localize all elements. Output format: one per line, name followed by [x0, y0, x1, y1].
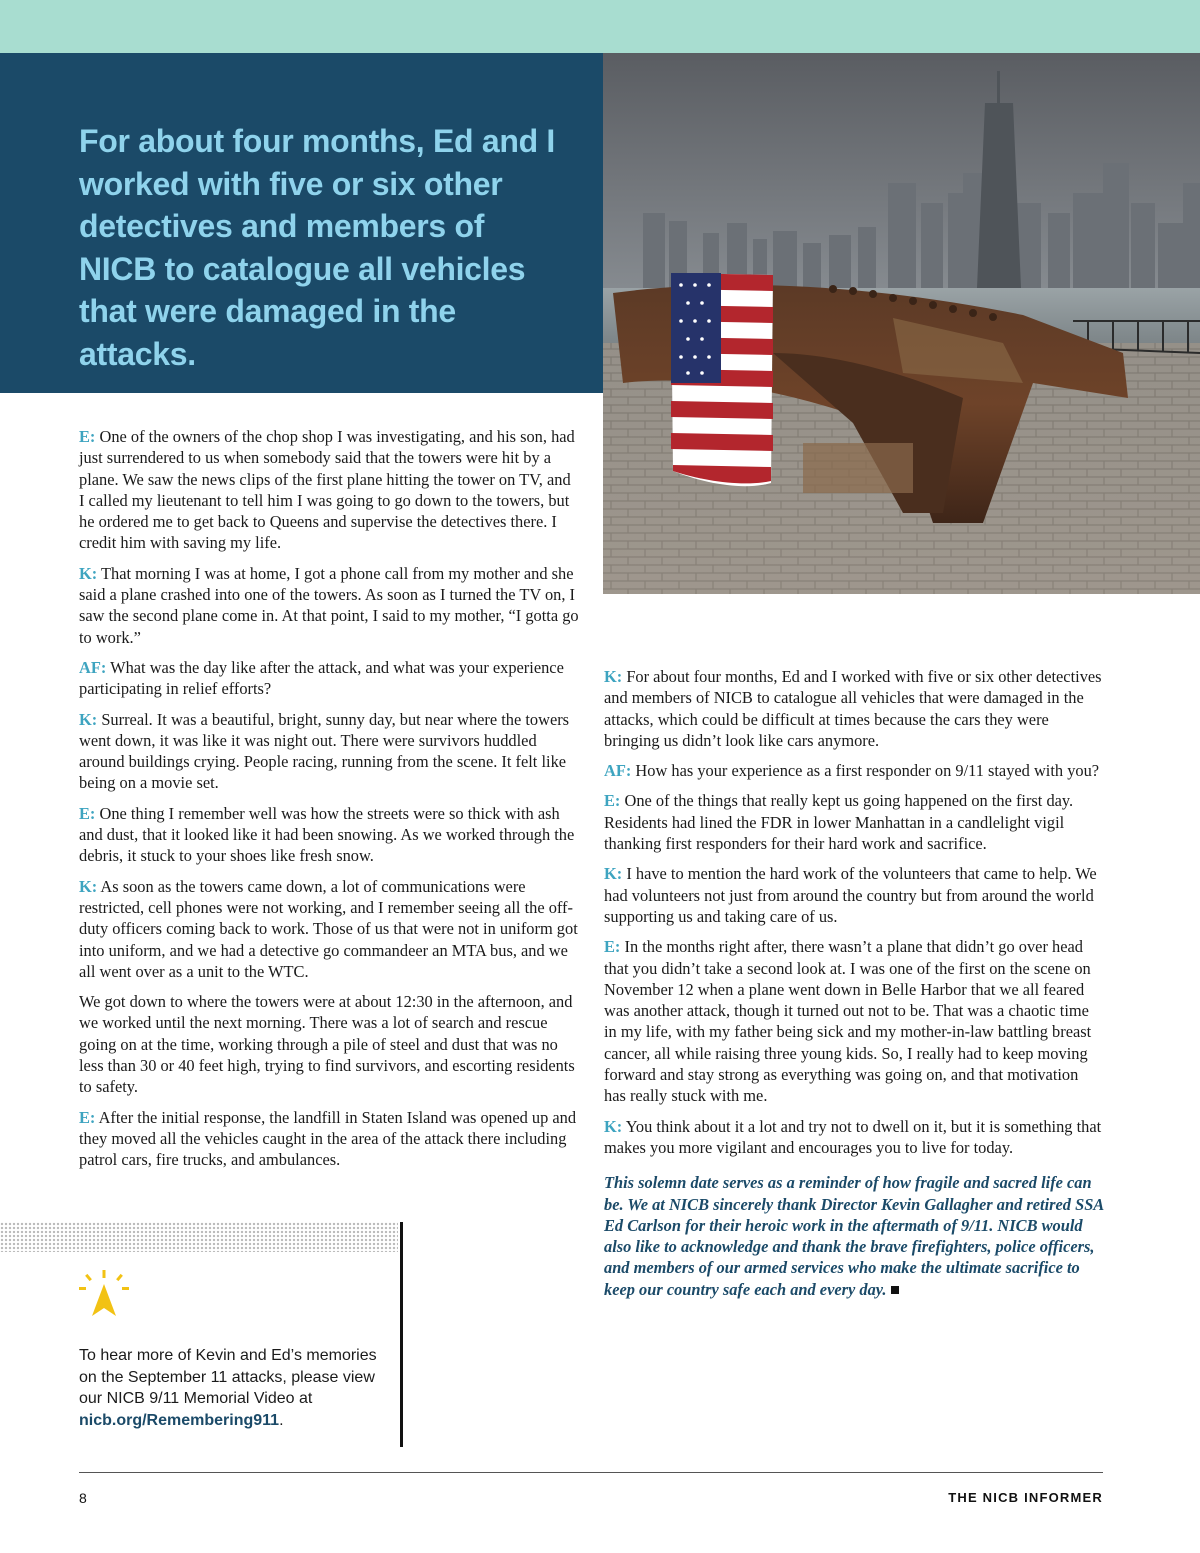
interview-paragraph: [79, 803, 579, 867]
speaker-label: K:: [79, 709, 98, 729]
video-link[interactable]: nicb.org/Remembering911: [79, 1411, 280, 1429]
interview-paragraph: [79, 991, 579, 1097]
speaker-label: K:: [604, 864, 623, 884]
speaker-label: E:: [79, 427, 96, 446]
interview-paragraph: [604, 666, 1104, 751]
memorial-photo: [603, 53, 1200, 594]
speaker-label: AF:: [79, 657, 107, 677]
speaker-label: E:: [79, 803, 96, 823]
callout-text: [79, 1345, 379, 1431]
paragraph-text: One thing I remember well was how the streets were so thick with ash and dust, that it looked like it had been snowing. As we worked through the debris, it stuck to your shoes like fresh snow.: [79, 803, 575, 866]
speaker-label: K:: [79, 563, 98, 583]
callout-suffix: .: [279, 1411, 284, 1429]
paragraph-text: What was the day like after the attack, and what was your experience participating in relief efforts?: [79, 657, 564, 699]
top-accent-bar: [0, 0, 1200, 53]
interview-paragraph: [604, 1116, 1104, 1159]
callout-body: To hear more of Kevin and Ed’s memories on the September 11 attacks, please view our NICB 9/11 Memorial Video at: [79, 1347, 377, 1407]
pull-quote-panel: [0, 53, 603, 393]
speaker-label: K:: [79, 876, 98, 896]
paragraph-text: In the months right after, there wasn’t a plane that didn’t go over head that you didn’t take a second look at. I was one of the first on the scene on November 12 when a plane went down in Belle Harbor that we all feared was another attack, though it turned out not to be. That was a chaotic time in my life, with my father being sick and my mother-in-law battling breast cancer, all while raising three young kids. So, I really had to keep moving forward and stay strong as everything was going on, and that motivation has really stuck with me.: [604, 937, 1092, 1106]
footer-rule: [79, 1472, 1103, 1473]
paragraph-text: How has your experience as a first responder on 9/11 stayed with you?: [631, 761, 1100, 781]
paragraph-text: For about four months, Ed and I worked with five or six other detectives and members of NICB to catalogue all vehicles that were damaged in the attacks, which could be difficult at times because the cars they were bringing us didn’t look like cars anymore.: [604, 667, 1102, 750]
interview-paragraph: [604, 936, 1104, 1106]
interview-paragraph: [79, 657, 579, 700]
speaker-label: E:: [604, 791, 621, 811]
interview-column-left: [79, 426, 579, 1180]
video-callout: [0, 1218, 410, 1450]
paragraph-text: You think about it a lot and try not to dwell on it, but it is something that makes you more vigilant and encourages you to live for today.: [604, 1116, 1102, 1157]
interview-paragraph: [79, 876, 579, 982]
paragraph-text: As soon as the towers came down, a lot of communications were restricted, cell phones were not working, and I remember seeing all the off-duty officers coming back to work. Those of us that were not in uniform got into uniform, and we had a detective go commandeer an MTA bus, and we all went over as a unit to the WTC.: [79, 876, 578, 981]
interview-column-right: [604, 666, 1104, 1309]
paragraph-text: That morning I was at home, I got a phone call from my mother and she said a plane crashed into one of the towers. As soon as I turned the TV on, I saw the second plane come in. At that point, I said to my mother, “I gotta go to work.”: [79, 563, 579, 647]
closing-statement: [604, 1172, 1104, 1300]
paragraph-text: We got down to where the towers were at about 12:30 in the afternoon, and we worked until the next morning. There was a lot of search and rescue going on at the time, working through a pile of steel and dust that was no less than 30 or 40 feet high, trying to find survivors, and escorting residents to safety.: [79, 992, 575, 1097]
speaker-label: K:: [604, 667, 623, 686]
paragraph-text: Surreal. It was a beautiful, bright, sunny day, but near where the towers went down, it was like it was night out. There were survivors huddled around buildings crying. People racing, running from the scene. It felt like being on a movie set.: [79, 709, 570, 793]
closing-text: This solemn date serves as a reminder of how fragile and sacred life can be. We at NICB sincerely thank Director Kevin Gallagher and retired SSA Ed Carlson for their heroic work in the aftermath of 9/11. NICB would also like to acknowledge and thank the brave firefighters, police officers, and members of our armed services who make the ultimate sacrifice to keep our country safe each and every day.: [604, 1173, 1104, 1299]
photo-wtc-steel-beam-with-american-flag: [603, 53, 1200, 594]
speaker-label: E:: [79, 1107, 96, 1127]
paragraph-text: I have to mention the hard work of the volunteers that came to help. We had volunteers not just from around the country but from around the world supporting us and taking care of us.: [604, 864, 1097, 926]
paragraph-text: After the initial response, the landfill in Staten Island was opened up and they moved all the vehicles caught in the area of the attack there including patrol cars, fire trucks, and ambulances.: [79, 1107, 577, 1170]
dot-pattern-divider: [0, 1222, 398, 1252]
spotlight-arrow-icon: [78, 1270, 130, 1322]
speaker-label: AF:: [604, 761, 632, 781]
paragraph-text: One of the things that really kept us going happened on the first day. Residents had lined the FDR in lower Manhattan in a candlelight vigil thanking first responders for their hard work and sacrifice.: [604, 791, 1074, 854]
page-number: 8: [79, 1490, 87, 1506]
end-mark-icon: [891, 1286, 899, 1294]
interview-paragraph: [79, 709, 579, 794]
callout-divider-line: [400, 1222, 403, 1447]
speaker-label: E:: [604, 937, 621, 957]
interview-paragraph: [604, 863, 1104, 927]
paragraph-text: One of the owners of the chop shop I was investigating, and his son, had just surrendered to us when somebody said that the towers were hit by a plane. We saw the news clips of the first plane hitting the tower on TV, and I called my lieutenant to tell him I was going to go down to the towers, but he ordered me to get back to Queens and supervise the detectives there. I credit him with saving my life.: [79, 427, 575, 553]
interview-paragraph: [604, 760, 1104, 781]
interview-paragraph: [79, 426, 579, 554]
speaker-label: K:: [604, 1116, 623, 1136]
publication-name: THE NICB INFORMER: [948, 1490, 1103, 1505]
interview-paragraph: [604, 790, 1104, 854]
interview-paragraph: [79, 563, 579, 648]
pull-quote: For about four months, Ed and I worked with five or six other detectives and members of NICB to catalogue all vehicles that were damaged in the attacks.: [79, 123, 555, 372]
interview-paragraph: [79, 1107, 579, 1171]
